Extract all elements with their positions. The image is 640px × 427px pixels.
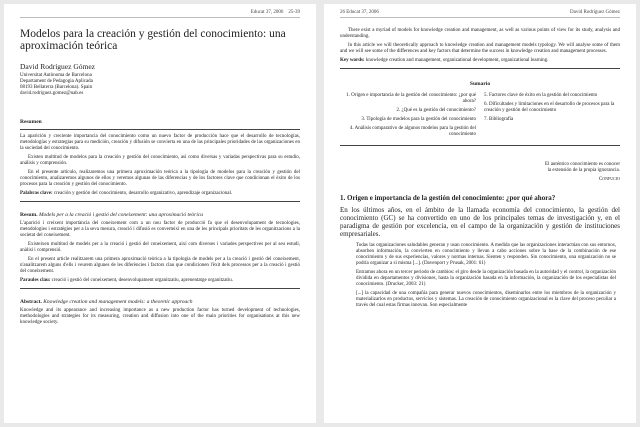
epigraph-line: El auténtico conocimiento es conocer (545, 162, 620, 167)
keywords (340, 58, 620, 64)
section-heading: 1. Origen e importancia de la gestión del conocimiento: ¿por qué ahora? (340, 194, 556, 202)
divider (340, 145, 620, 146)
abstract-paragraph: Knowledge and its appearance and increasing importance as a new production factor has turned development of technologies, methodologies and strategies for its measuring, creation and diffusion into one of the main priorities for organisations at this new knowledge society. (20, 308, 300, 325)
running-header (20, 10, 300, 18)
author-name: David Rodríguez Gómez (20, 62, 95, 71)
resum-paragraph: Existeixen multitud de models per a la creació i gestió del coneixement, així com diverses i variades perspectives per al seu estudi, anàlisi i comprensió. (20, 242, 300, 253)
page-number-journal: 26 Educat 37, 2006 (340, 10, 379, 15)
epigraph-author: Confucio (598, 177, 620, 182)
affiliation-line: Departament de Pedagogia Aplicada (20, 79, 93, 84)
affiliation-line: 08193 Bellaterra (Barcelona). Spain (20, 85, 93, 90)
epigraph-line: la extensión de la propia ignorancia. (547, 168, 620, 173)
palabras-clave-text: creación y gestión del conocimiento, desarrollo organizativo, aprendizaje organizacional. (53, 191, 233, 196)
divider (340, 68, 620, 69)
palabras-clave-label: Palabras clave: (20, 191, 53, 196)
resum-label: Resum. (20, 212, 38, 218)
author-email: david.rodriguez.gomez@uab.es (20, 91, 84, 96)
resumen-heading: Resumen (20, 119, 42, 125)
table-of-contents (340, 93, 620, 141)
running-header (340, 10, 620, 18)
resumen-paragraph: La aparición y creciente importancia del conocimiento como un nuevo factor de producción hace que el desarrollo de tecnologías, metodologías y estrategias para su medición, creación y difusión se convierta en una de las principales prioridades de las organizaciones en la sociedad del conocimiento. (20, 134, 300, 151)
toc-column-left (340, 93, 476, 141)
left-page (4, 4, 316, 423)
abstract-continued: In this article we will theoretically approach to knowledge creation and management models typology. We will analyse some of them and we will see some of the differences and key factors that determine the success in knowledge creation and management processes. (340, 43, 620, 54)
palabras-clave (20, 191, 300, 197)
keywords-text: knowledge creation and management, organizational development, organizational learning. (365, 58, 549, 63)
block-quote: Todas las organizaciones saludables generan y usan conocimiento. A medida que las organizaciones interactúan con sus entornos, absorben información, la convierten en conocimiento y llevan a cabo acciones sobre la base de la combinación de ese conocimiento y de sus experiencias, valores y normas internas. Sienten y responden. Sin conocimiento, una organización no se podría organizar a sí misma [...]. (Davenport y Prusak, 2001: 61) (356, 243, 616, 266)
toc-item: 1. Origen e importancia de la gestión del conocimiento: ¿por qué ahora? (346, 93, 476, 104)
block-quote: [...] la capacidad de una compañía para generar nuevos conocimientos, diseminarlos entre los miembros de la organización y materializarlos en productos, servicios y sistemas. La creación de conocimiento organizacional es la clave del proceso peculiar a través del cual estas firmas innovan. Son especialmente (356, 291, 616, 308)
page-range: 25-39 (288, 10, 300, 15)
toc-column-right (484, 93, 620, 141)
journal-issue: Educat 37, 2006 (250, 10, 284, 15)
sumario-heading: Sumario (469, 81, 491, 87)
article-title: Modelos para la creación y gestión del conocimiento: una aproximación teórica (20, 28, 286, 52)
resumen-paragraph: En el presente artículo, realizaremos una primera aproximación teórica a la tipología de modelos para la creación y gestión del conocimiento, analizaremos algunos de ellos y veremos algunas de las diferencias y de los factores clave que condicionan el éxito de los procesos para la creación y gestión del conocimiento. (20, 170, 300, 187)
divider (20, 288, 300, 289)
abstract-title: Knowledge creation and management models: a theoretic approach (43, 299, 193, 305)
lead-paragraph: En los últimos años, en el ámbito de la llamada economía del conocimiento, la gestión del conocimiento (GC) se ha convertido en uno de los principales temas de investigación y, en el paradigma de gestión por excelencia, en el campo de la organización y gestión de instituciones empresariales. (340, 206, 620, 238)
toc-item: 4. Análisis comparativo de algunos modelos para la gestión del conocimiento (349, 126, 476, 137)
toc-item: 6. Dificultades y limitaciones en el desarrollo de procesos para la creación y gestión del conocimiento (484, 102, 615, 113)
toc-item: 2. ¿Qué es la gestión del conocimiento? (396, 108, 476, 113)
affiliation-line: Universitat Autònoma de Barcelona (20, 73, 92, 78)
keywords-label: Key words: (340, 58, 365, 63)
abstract-heading (20, 299, 300, 305)
divider (20, 201, 300, 202)
resum-title: Models per a la creació i gestió del coneixement: una aproximació teòrica (38, 212, 204, 218)
right-page (324, 4, 636, 423)
paraules-clau (20, 278, 300, 284)
running-author: David Rodríguez Gómez (570, 10, 620, 15)
epigraph (340, 162, 620, 174)
resum-paragraph: En el present article realitzarem una primera aproximació teòrica a la tipologia de models per a la creació i gestió del coneixement, n'analitzarem alguns d'ells i veurem algunes de les diferències i factors clau que condicionen l'èxit dels processos per a la creació i gestió del coneixement. (20, 257, 300, 274)
toc-item: 3. Tipología de modelos para la gestión del conocimiento (361, 117, 476, 122)
resumen-paragraph: Existen multitud de modelos para la creación y gestión del conocimiento, así como diversas y variadas perspectivas para su estudio, análisis y comprensión. (20, 155, 300, 166)
toc-item: 5. Factores clave de éxito en la gestión del conocimiento (484, 93, 598, 98)
resum-heading (20, 212, 300, 218)
paraules-clau-label: Paraules clau: (20, 278, 51, 283)
divider (20, 129, 300, 130)
paraules-clau-text: creació i gestió del coneixement, desenvolupament organitzatiu, aprenentatge organitzatiu. (51, 278, 233, 283)
block-quote: Entramos ahora en un tercer periodo de cambios: el giro desde la organización basada en la autoridad y el control, la organización dividida en departamentos y divisiones, hasta la organización basada en la información, la organización de los especialistas del conocimiento. (Drucker, 2003: 21) (356, 270, 616, 287)
resum-paragraph: L'aparició i creixent importància del coneixement com a un nou factor de producció fa que el desenvolupament de tecnologies, metodologies i estratègies per a la seva mesura, creació i difusió es converteixi en una de les principals prioritats de les organitzacions a la societat del coneixement. (20, 221, 300, 238)
abstract-label: Abstract. (20, 299, 42, 305)
abstract-continued: There exist a myriad of models for knowledge creation and management, as well as various points of view for its study, analysis and understanding. (340, 28, 620, 39)
toc-item: 7. Bibliografía (484, 117, 514, 122)
